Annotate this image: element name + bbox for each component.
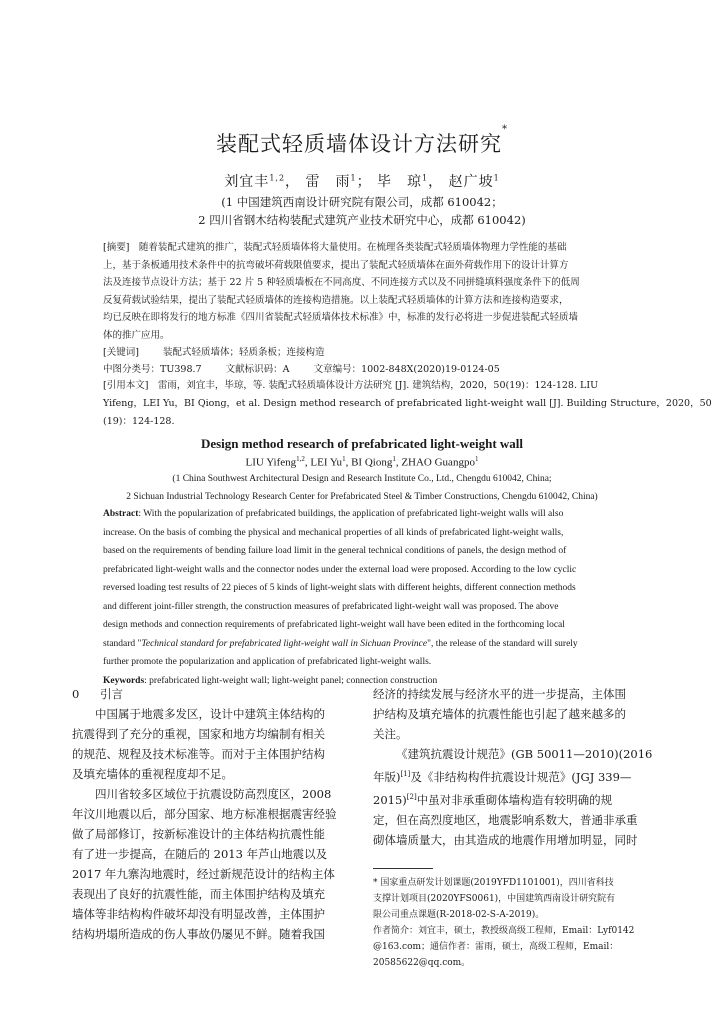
footnotes xyxy=(373,875,656,971)
footnote-line: 20585622@qq.com。 xyxy=(373,958,471,968)
section-number: 0 xyxy=(72,687,80,701)
affiliation-zh-1: (1 中国建筑西南设计研究院有限公司，成都 610042； xyxy=(221,195,503,209)
body-line: 《建筑抗震设计规范》(GB 50011—2010)(2016 xyxy=(396,747,653,761)
affiliation-en-2: 2 Sichuan Industrial Technology Research Center for Prefabricated Steel & Timber Constructions, Chengdu 610042, China) xyxy=(126,492,598,502)
article-no-value: 1002-848X(2020)19-0124-05 xyxy=(361,364,500,375)
abstract-en-line: based on the requirements of bending failure load limit in the general technical conditions of panels, the design method of xyxy=(103,546,567,556)
abstract-zh-line: 体的推广应用。 xyxy=(103,329,170,341)
body-line: 年汶川地震以后，部分国家、地方标准根据震害经验 xyxy=(72,807,337,821)
body-line: 四川省较多区域位于抗震设防高烈度区，2008 xyxy=(95,787,332,801)
title-en: Design method research of prefabricated light-weight wall xyxy=(200,436,524,451)
author-zh: 毕 琼 xyxy=(377,174,423,190)
title-footnote-mark: * xyxy=(502,124,508,135)
authors-en: LIU Yifeng$^{1,2}$, LEI Yu$^1$, BI Qiong$^1$, ZHAO Guangpo$^1$ xyxy=(245,455,479,469)
body-line: 经济的持续发展与经济水平的进一步提高，主体围 xyxy=(373,687,626,701)
abstract-zh-line: 上，基于条板通用技术条件中的抗弯破坏荷载限值要求，提出了装配式轻质墙体在面外荷载作用下的设计计算方 xyxy=(103,259,569,271)
abstract-zh-line: 均已反映在即将发行的地方标准《四川省装配式轻质墙体技术标准》中，标准的发行必将进一步促进装配式轻质墙 xyxy=(103,312,579,323)
keywords-en-label: Keywords xyxy=(103,675,145,686)
citation xyxy=(103,377,712,431)
author-zh: 赵广坡 xyxy=(448,174,494,190)
body-line: 的规范、规程及技术标准等。而对于主体围护结构 xyxy=(72,747,325,761)
footnote-line: 支撑计划项目(2020YFS0061)，中国建筑西南设计研究院有 xyxy=(373,894,616,904)
footnote-line: 作者简介：刘宜丰，硕士，教授级高级工程师，Email：Lyf0142 xyxy=(373,926,635,936)
body-line: 护结构及填充墙体的抗震性能也引起了越来越多的 xyxy=(373,707,626,721)
doc-code-value: A xyxy=(282,364,290,375)
abstract-en-line: prefabricated light-weight walls and the connector nodes under the external load were proposed. According to the low cyclic xyxy=(103,564,577,575)
body-line: 2017 年九寨沟地震时，经过新规范设计的结构主体 xyxy=(72,867,335,881)
footnote-line: 限公司重点课题(R-2018-02-S-A-2019)。 xyxy=(373,910,545,920)
body-line: 结构坍塌所造成的伤人事故仍屡见不鲜。随着我国 xyxy=(72,927,325,941)
body-column-left xyxy=(72,684,356,944)
abstract-en-line: reversed loading test results of 22 pieces of 5 kinds of light-weight slats with different heights, different connection methods xyxy=(103,583,576,593)
abstract-zh xyxy=(103,239,623,344)
author-en: LEI Yu xyxy=(310,456,343,469)
reference-marker: [2] xyxy=(406,792,417,801)
footnote-divider xyxy=(373,868,433,869)
body-line: 做了局部修订，按新标准设计的主体结构抗震性能 xyxy=(72,827,325,841)
authors-zh: 刘宜丰$^{1,2}$， 雷 雨$^1$； 毕 琼$^1$， 赵广坡$^1$ xyxy=(224,173,500,190)
abstract-en-line: standard "Technical standard for prefabricated light-weight wall in Sichuan Province", the release of the standard will surely xyxy=(103,638,578,649)
body-line: 关注。 xyxy=(373,727,408,741)
abstract-en-line: further promote the popularization and application of prefabricated light-weight walls. xyxy=(103,657,432,667)
citation-line: [引用本文] 雷雨，刘宜丰，毕琼，等. 装配式轻质墙体设计方法研究 [J]. 建筑结构，2020，50(19)：124-128. LIU xyxy=(103,380,599,391)
citation-line: (19)：124-128. xyxy=(103,416,175,427)
keywords-zh-value: 装配式轻质墙体；轻质条板；连接构造 xyxy=(162,347,325,358)
section-title: 引言 xyxy=(100,687,123,701)
title-zh: 装配式轻质墙体设计方法研究* xyxy=(216,124,508,156)
citation-line: Yifeng，LEI Yu，BI Qiong，et al. Design method research of prefabricated light-weight wall [J]. Building Structure，2020，50 xyxy=(103,398,712,409)
abstract-zh-line: [摘要] 随着装配式建筑的推广，装配式轻质墙体将大量使用。在梳理各类装配式轻质墙体物理力学性能的基础 xyxy=(103,242,567,253)
body-column-right xyxy=(373,684,656,850)
abstract-en-line: and different joint-filler strength, the construction measures of prefabricated light-weight wall was proposed. The above xyxy=(103,601,559,612)
body-line: 有了进一步提高，在随后的 2013 年芦山地震以及 xyxy=(72,847,328,861)
body-line: 砌体墙质量大，由其造成的地震作用增加明显，同时 xyxy=(373,832,638,847)
standard-title: Technical standard for prefabricated light-weight wall in Sichuan Province xyxy=(141,638,428,649)
clc-value: TU398.7 xyxy=(160,364,202,375)
abstract-en-label: Abstract xyxy=(103,509,139,519)
clc-label: 中图分类号： xyxy=(103,364,161,375)
author-en: BI Qiong xyxy=(351,456,393,469)
author-zh: 刘宜丰 xyxy=(224,174,270,190)
keywords-zh xyxy=(103,344,623,358)
author-en: ZHAO Guangpo xyxy=(401,456,475,469)
body-line: 2015)[2]中虽对非承重砌体墙构造有较明确的规 xyxy=(373,792,613,807)
body-line: 及填充墙体的重视程度却不足。 xyxy=(72,767,233,781)
abstract-en xyxy=(103,505,625,690)
body-line: 年版)[1]及《非结构构件抗震设计规范》(JGJ 339— xyxy=(373,769,632,784)
abstract-en-line: increase. On the basis of combing the physical and mechanical properties of all kinds of prefabricated light-weight walls, xyxy=(103,527,564,538)
section-heading xyxy=(72,684,356,704)
footnote-line: @163.com；通信作者：雷雨，硕士，高级工程师，Email： xyxy=(373,942,619,952)
body-line: 定，但在高烈度地区，地震影响系数大，普通非承重 xyxy=(373,812,638,827)
author-zh: 雷 雨 xyxy=(305,174,351,190)
affiliation-zh-2: 2 四川省钢木结构装配式建筑产业技术研究中心，成都 610042) xyxy=(198,213,526,227)
doc-code-label: 文献标识码： xyxy=(225,364,283,375)
body-line: 中国属于地震多发区，设计中建筑主体结构的 xyxy=(95,707,325,721)
reference-marker: [1] xyxy=(400,770,411,778)
abstract-zh-line: 法及连接节点设计方法；基于 22 片 5 种轻质墙板在不同高度、不同连接方式以及不同拼缝填料强度条件下的低周 xyxy=(103,277,580,288)
keywords-zh-label: [关键词] xyxy=(103,347,139,358)
article-no-label: 文章编号： xyxy=(313,364,362,375)
abstract-zh-line: 反复荷载试验结果，提出了装配式轻质墙体的连接构造措施。以上装配式轻质墙体的计算方法和连接构造要求， xyxy=(103,294,569,306)
body-line: 抗震得到了充分的重视，国家和地方均编制有相关 xyxy=(72,727,325,741)
affiliation-en-1: (1 China Southwest Architectural Design and Research Institute Co., Ltd., Chengdu 610042, China; xyxy=(172,474,552,484)
body-line: 墙体等非结构构件破坏却没有明显改善，主体围护 xyxy=(72,907,325,921)
author-en: LIU Yifeng xyxy=(245,456,297,469)
abstract-en-line: design methods and connection requirements of prefabricated light-weight wall have been edited in the forthcoming local xyxy=(103,620,565,630)
abstract-en-line: Abstract: With the popularization of prefabricated buildings, the application of prefabricated light-weight walls will also xyxy=(103,509,564,519)
article-meta xyxy=(103,361,623,375)
body-line: 表现出了良好的抗震性能，而主体围护结构及填充 xyxy=(72,887,325,901)
keywords-en: Keywords: prefabricated light-weight wall; light-weight panel; connection construction xyxy=(103,675,438,686)
footnote-line: * 国家重点研发计划课题(2019YFD1101001)，四川省科技 xyxy=(373,878,614,888)
